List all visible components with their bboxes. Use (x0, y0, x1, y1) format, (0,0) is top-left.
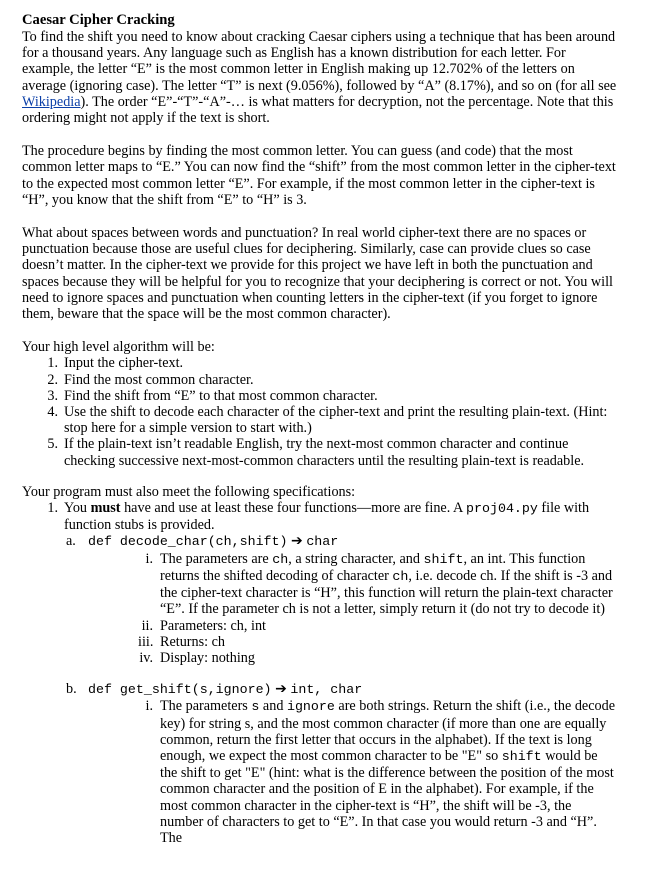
step-number: 2. (47, 371, 58, 388)
inline-code: shift (501, 748, 542, 764)
detail-text (160, 650, 618, 666)
algorithm-step (22, 404, 618, 436)
algorithm-steps-list (22, 355, 618, 468)
specs-intro: Your program must also meet the following specifications: (22, 483, 356, 500)
inline-code: s (251, 699, 260, 715)
function-signature-code: def get_shift(s,ignore) (88, 682, 272, 698)
function-decode-char (66, 533, 618, 666)
detail-text (160, 698, 618, 846)
inline-code: ignore (286, 699, 335, 715)
detail-text-part: would be the shift to get "E" (hint: what is the difference between the position of the most common character and the position of E in the alphabet). For example, if the most common character in the cipher-text is “H”, the shift will be -3, the number of characters to get to “E”. In that case you would return -3 and “H”. The (160, 747, 614, 846)
spec-text-part: You (64, 500, 91, 517)
detail-text-part: , i.e. decode ch. If the shift is -3 and the cipher-text character is “H”, this function will return the plain-text character “E”. If the parameter ch is not a letter, simply return it (do not try to decode it) (160, 567, 613, 618)
page-title: Caesar Cipher Cracking (22, 12, 175, 28)
detail-text-part: are both strings. Return the shift (i.e., the decode key) for string s, and the most common character (if more than one are equally common, return the first letter that occurs in the alphabet). If the text is long enough, we expect the most common character to be "E" so (160, 698, 615, 764)
arrow-right-icon: ➔ (291, 533, 303, 550)
algorithm-step (22, 388, 618, 404)
algorithm-step (22, 355, 618, 371)
detail-text-part: The parameters are (160, 550, 273, 567)
decode-char-details (138, 551, 618, 666)
detail-text-part: , an int. This function returns the shifted decoding of character (160, 550, 586, 584)
algorithm-intro: Your high level algorithm will be: (22, 339, 215, 356)
spec-filename: proj04.py (466, 501, 538, 517)
arrow-right-icon: ➔ (275, 681, 287, 698)
step-text: Input the cipher-text. (64, 355, 184, 372)
spaces-paragraph: What about spaces between words and punctuation? In real world cipher-text there are no spaces or punctuation because those are useful clues for deciphering. Similarly, case can provide clues so case doesn’t matter. In the cipher-text we provide for this project we have left in both the punctuation and spaces because they will be helpful for you to recognize that your deciphering is correct or not. You will need to ignore spaces and punctuation when counting letters in the cipher-text (if you forget to ignore them, beware that the space will be the most common character). (22, 225, 613, 323)
spec-item-functions (22, 500, 618, 533)
detail-text (160, 618, 618, 634)
step-number: 1. (47, 355, 58, 372)
algorithm-step (22, 436, 618, 468)
detail-number: iv. (139, 649, 153, 666)
inline-code: shift (423, 551, 464, 567)
detail-item (138, 698, 618, 846)
function-signature (66, 681, 618, 698)
function-signature-code: def decode_char(ch,shift) (88, 534, 288, 550)
step-number: 3. (47, 387, 58, 404)
detail-item (138, 634, 618, 650)
function-get-shift (66, 681, 618, 846)
step-text: Use the shift to decode each character of the cipher-text and print the resulting plain-text. (Hint: stop here for a simple version to start with.) (64, 404, 608, 437)
detail-text-part: and (259, 698, 287, 715)
detail-number: ii. (141, 617, 153, 634)
step-number: 4. (47, 404, 58, 421)
intro-text: To find the shift you need to know about cracking Caesar ciphers using a technique that has been around for a thousand years. Any language such as English has a known distribution for each letter. For example, the letter “E” is the most common letter in English making up 12.702% of the letters on average (ignoring case). The letter “T” is next (9.056%), followed by “A” (8.17%), and so on (for all see (22, 29, 617, 94)
detail-item (138, 551, 618, 618)
detail-text-part: , a string character, and (288, 550, 424, 567)
detail-text-part: The parameters (160, 698, 252, 715)
function-signature (66, 533, 618, 550)
function-letter: a. (66, 533, 76, 550)
detail-item (138, 650, 618, 666)
inline-code: ch (272, 551, 289, 567)
step-text: Find the shift from “E” to that most common character. (64, 387, 378, 404)
algorithm-step (22, 372, 618, 388)
detail-number: i. (145, 550, 153, 567)
detail-text (160, 634, 618, 650)
get-shift-details (138, 698, 618, 846)
function-return-type: int, char (290, 682, 363, 698)
wikipedia-link[interactable]: Wikipedia (22, 93, 81, 110)
step-number: 5. (47, 436, 58, 453)
spec-text-part: have and use at least these four functions—more are fine. A (120, 500, 467, 517)
procedure-paragraph: The procedure begins by finding the most common letter. You can guess (and code) that the most common letter maps to “E.” You can now find the “shift” from the most common letter in the cipher-text to the expected most common letter “E”. For example, if the most common letter in the cipher-text is “H”, you know that the shift from “E” to “H” is 3. (22, 143, 616, 208)
specs-list (22, 500, 618, 533)
step-text: Find the most common character. (64, 371, 254, 388)
detail-text-part: Parameters: ch, int (160, 617, 266, 634)
intro-text-end: ). The order “E”-“T”-“A”-… is what matters for decryption, not the percentage. Note that this ordering might not apply if the text is short. (22, 93, 614, 127)
detail-item (138, 618, 618, 634)
document-page (22, 12, 618, 846)
detail-number: iii. (138, 633, 154, 650)
inline-code: ch (392, 568, 409, 584)
spec-text-part: file with function stubs is provided. (64, 500, 590, 534)
detail-text-part: Display: nothing (160, 649, 255, 666)
spec-emphasis: must (90, 500, 121, 517)
step-text: If the plain-text isn’t readable English, try the next-most common character and continue checking successive next-most-common characters until the resulting plain-text is readable. (64, 436, 585, 469)
intro-paragraph (22, 29, 618, 126)
function-letter: b. (66, 681, 77, 698)
function-return-type: char (306, 534, 339, 550)
spec-number: 1. (47, 500, 58, 517)
detail-text-part: Returns: ch (160, 633, 226, 650)
detail-number: i. (145, 698, 153, 715)
spec-text (64, 500, 618, 533)
detail-text (160, 551, 618, 618)
